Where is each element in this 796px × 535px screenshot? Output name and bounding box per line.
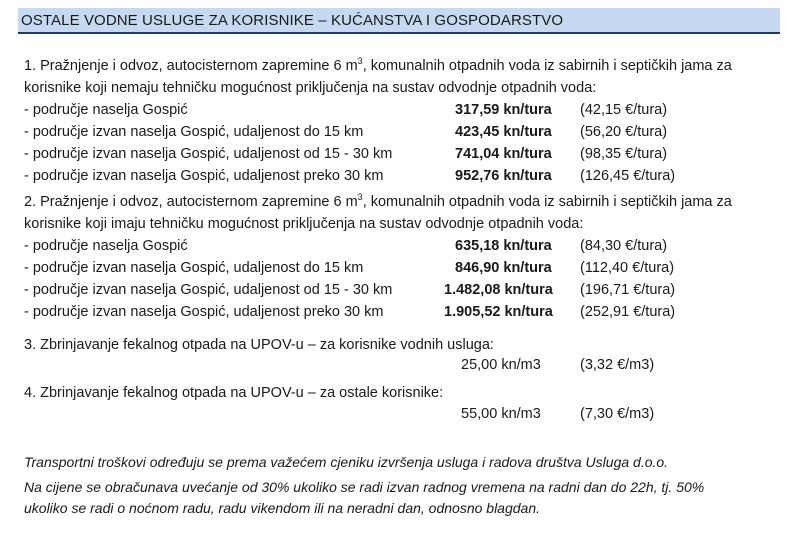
row-price: 1.905,52 kn/tura <box>444 304 553 320</box>
superscript-3: 3 <box>357 192 363 203</box>
row-price: 1.482,08 kn/tura <box>444 282 553 298</box>
row-label: - područje izvan naselja Gospić, udaljenost od 15 - 30 km <box>24 282 393 298</box>
row-label: - područje izvan naselja Gospić, udaljenost od 15 - 30 km <box>24 146 393 162</box>
section3-eur: (3,32 €/m3) <box>580 357 655 373</box>
row-label: - područje naselja Gospić <box>24 238 188 254</box>
row-price: 635,18 kn/tura <box>455 238 552 254</box>
row-label: - područje izvan naselja Gospić, udaljenost preko 30 km <box>24 168 384 184</box>
row-price: 423,45 kn/tura <box>455 124 552 140</box>
section2-intro-line1: 2. Pražnjenje i odvoz, autocisternom zapremine 6 $m^3$, komunalnih otpadnih voda iz sabirnih i septičkih jama za <box>24 192 732 210</box>
section-header <box>18 8 780 34</box>
section3-price: 25,00 kn/m3 <box>461 357 541 373</box>
row-label: - područje izvan naselja Gospić, udaljenost do 15 km <box>24 260 364 276</box>
row-price: 952,76 kn/tura <box>455 168 552 184</box>
row-eur: (56,20 €/tura) <box>580 124 668 140</box>
section4-price: 55,00 kn/m3 <box>461 406 541 422</box>
row-label: - područje izvan naselja Gospić, udaljenost preko 30 km <box>24 304 384 320</box>
superscript-3: 3 <box>357 56 363 67</box>
row-eur: (126,45 €/tura) <box>580 168 676 184</box>
section4-title: 4. Zbrinjavanje fekalnog otpada na UPOV-u – za ostale korisnike: <box>24 385 444 401</box>
section4-eur: (7,30 €/m3) <box>580 406 655 422</box>
row-label: - područje naselja Gospić <box>24 102 188 118</box>
row-eur: (84,30 €/tura) <box>580 238 668 254</box>
note-surcharge-line2: ukoliko se radi o noćnom radu, radu vikendom ili na neradni dan, odnosno blagdan. <box>24 500 541 516</box>
row-price: 317,59 kn/tura <box>455 102 552 118</box>
row-eur: (42,15 €/tura) <box>580 102 668 118</box>
section1-intro-line2: korisnike koji nemaju tehničku mogućnost priključenja na sustav odvodnje otpadnih voda: <box>24 80 597 96</box>
section1-intro-line1: 1. Pražnjenje i odvoz, autocisternom zapremine 6 $m^3$, komunalnih otpadnih voda iz sabirnih i septičkih jama za <box>24 56 732 74</box>
row-label: - područje izvan naselja Gospić, udaljenost do 15 km <box>24 124 364 140</box>
row-eur: (112,40 €/tura) <box>580 260 675 276</box>
row-eur: (196,71 €/tura) <box>580 282 676 298</box>
note-surcharge-line1: Na cijene se obračunava uvećanje od 30% ukoliko se radi izvan radnog vremena na radni dan do 22h, tj. 50% <box>24 479 705 495</box>
row-eur: (98,35 €/tura) <box>580 146 668 162</box>
section3-title: 3. Zbrinjavanje fekalnog otpada na UPOV-u – za korisnike vodnih usluga: <box>24 337 494 353</box>
row-price: 846,90 kn/tura <box>455 260 552 276</box>
section2-intro-line2: korisnike koji imaju tehničku mogućnost priključenja na sustav odvodnje otpadnih voda: <box>24 216 584 232</box>
note-transport: Transportni troškovi određuju se prema važećem cjeniku izvršenja usluga i radova društva Usluga d.o.o. <box>24 454 669 470</box>
row-price: 741,04 kn/tura <box>455 146 552 162</box>
section-title: OSTALE VODNE USLUGE ZA KORISNIKE – KUĆANSTVA I GOSPODARSTVO <box>21 12 564 29</box>
row-eur: (252,91 €/tura) <box>580 304 676 320</box>
